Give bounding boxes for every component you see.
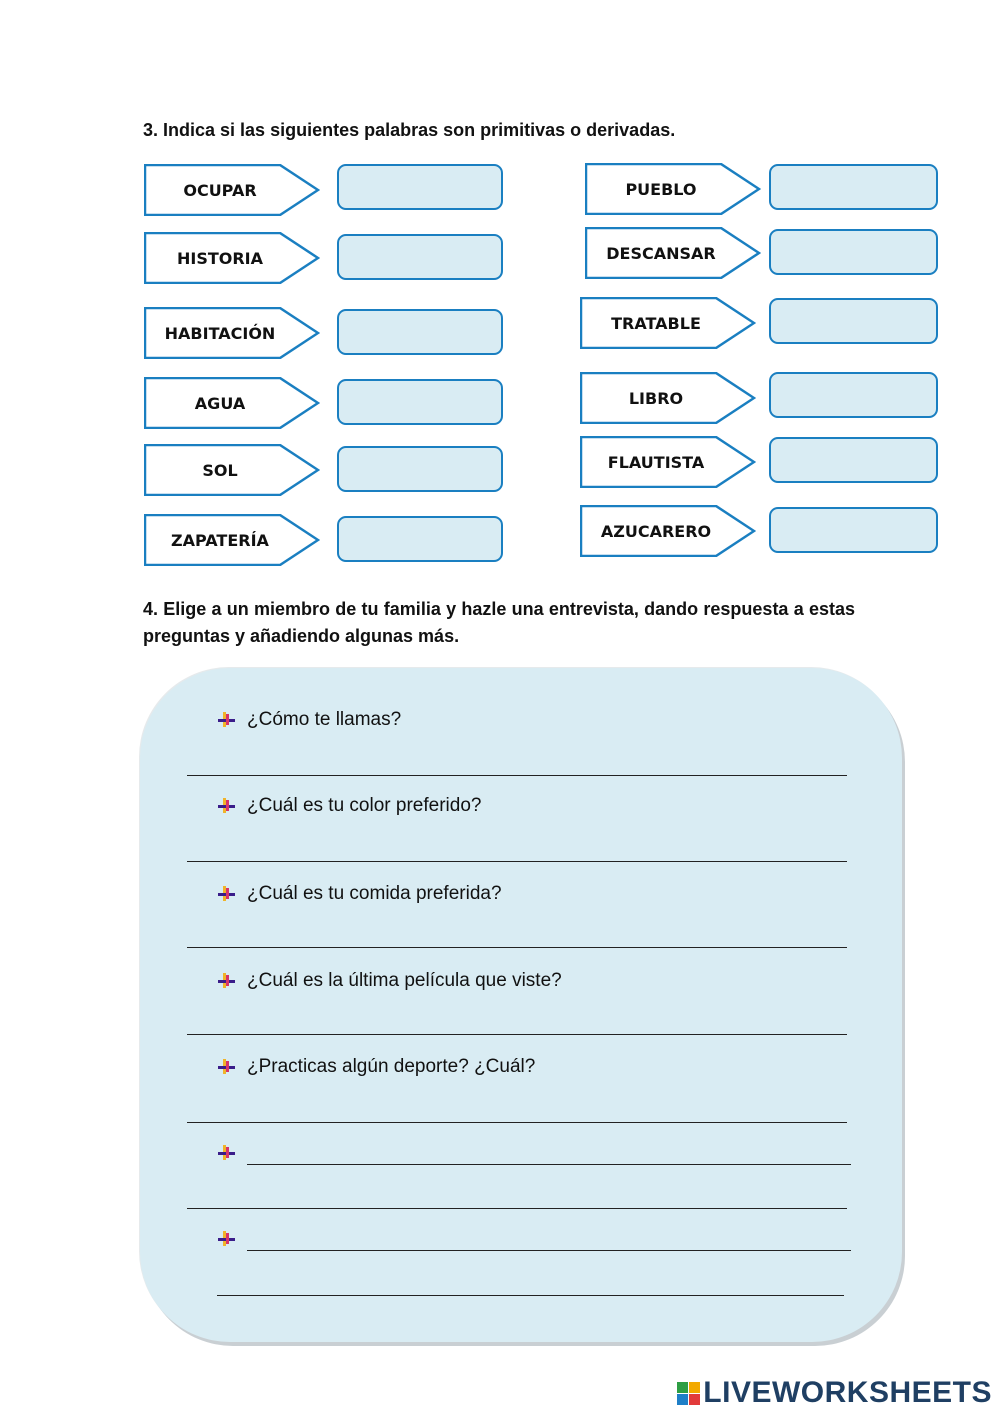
answer-box-libro[interactable] bbox=[769, 372, 938, 418]
answer-box-zapateria[interactable] bbox=[337, 516, 503, 562]
word-label: TRATABLE bbox=[611, 313, 701, 333]
interview-panel bbox=[140, 668, 902, 1342]
question-text: ¿Practicas algún deporte? ¿Cuál? bbox=[247, 1056, 536, 1077]
extra-question-1 bbox=[217, 1144, 247, 1162]
word-label: AGUA bbox=[194, 393, 246, 413]
answer-line-6[interactable] bbox=[187, 1208, 847, 1209]
answer-box-habitacion[interactable] bbox=[337, 309, 503, 355]
extra-question-line-1[interactable] bbox=[247, 1164, 851, 1165]
word-label: PUEBLO bbox=[625, 179, 697, 199]
extra-question-line-2[interactable] bbox=[247, 1250, 851, 1251]
extra-question-2 bbox=[217, 1230, 247, 1248]
word-arrow-zapateria bbox=[144, 514, 320, 566]
word-label: AZUCARERO bbox=[600, 521, 712, 541]
answer-line-1[interactable] bbox=[187, 775, 847, 776]
answer-box-tratable[interactable] bbox=[769, 298, 938, 344]
word-arrow-descansar bbox=[585, 227, 761, 279]
answer-line-4[interactable] bbox=[187, 1034, 847, 1035]
question-text: ¿Cómo te llamas? bbox=[247, 709, 402, 730]
answer-box-descansar[interactable] bbox=[769, 229, 938, 275]
answer-box-pueblo[interactable] bbox=[769, 164, 938, 210]
word-arrow-flautista bbox=[580, 436, 756, 488]
answer-box-historia[interactable] bbox=[337, 234, 503, 280]
answer-line-5[interactable] bbox=[187, 1122, 847, 1123]
answer-line-3[interactable] bbox=[187, 947, 847, 948]
answer-box-flautista[interactable] bbox=[769, 437, 938, 483]
bullet-icon bbox=[217, 797, 237, 815]
answer-box-sol[interactable] bbox=[337, 446, 503, 492]
word-arrow-agua bbox=[144, 377, 320, 429]
question-text: ¿Cuál es tu color preferido? bbox=[247, 795, 482, 816]
word-label: HABITACIÓN bbox=[164, 323, 276, 343]
question-4 bbox=[217, 970, 562, 992]
question-text: ¿Cuál es la última película que viste? bbox=[247, 970, 562, 991]
question-text: ¿Cuál es tu comida preferida? bbox=[247, 883, 502, 904]
word-label: DESCANSAR bbox=[606, 243, 716, 263]
word-label: ZAPATERÍA bbox=[171, 530, 269, 550]
answer-box-azucarero[interactable] bbox=[769, 507, 938, 553]
exercise-4-title: 4. Elige a un miembro de tu familia y hazle una entrevista, dando respuesta a estas preguntas y añadiendo algunas más. bbox=[143, 599, 855, 646]
word-arrow-libro bbox=[580, 372, 756, 424]
word-label: OCUPAR bbox=[183, 180, 257, 200]
word-arrow-pueblo bbox=[585, 163, 761, 215]
question-5 bbox=[217, 1056, 535, 1078]
exercise-3-title: 3. Indica si las siguientes palabras son primitivas o derivadas. bbox=[143, 120, 676, 140]
word-arrow-ocupar bbox=[144, 164, 320, 216]
bullet-icon bbox=[217, 1230, 237, 1248]
word-arrow-historia bbox=[144, 232, 320, 284]
word-arrow-tratable bbox=[580, 297, 756, 349]
answer-box-ocupar[interactable] bbox=[337, 164, 503, 210]
word-label: FLAUTISTA bbox=[607, 452, 705, 472]
answer-box-agua[interactable] bbox=[337, 379, 503, 425]
word-label: LIBRO bbox=[628, 388, 684, 408]
word-arrow-azucarero bbox=[580, 505, 756, 557]
bullet-icon bbox=[217, 1144, 237, 1162]
bullet-icon bbox=[217, 711, 237, 729]
liveworksheets-logo-icon bbox=[677, 1382, 700, 1405]
word-label: HISTORIA bbox=[176, 248, 264, 268]
question-1 bbox=[217, 709, 401, 731]
word-arrow-habitacion bbox=[144, 307, 320, 359]
liveworksheets-watermark bbox=[677, 1376, 992, 1410]
answer-line-2[interactable] bbox=[187, 861, 847, 862]
word-label: SOL bbox=[202, 460, 238, 480]
answer-line-7[interactable] bbox=[217, 1295, 844, 1296]
word-arrow-sol bbox=[144, 444, 320, 496]
bullet-icon bbox=[217, 1058, 237, 1076]
question-3 bbox=[217, 883, 502, 905]
question-2 bbox=[217, 795, 481, 817]
bullet-icon bbox=[217, 972, 237, 990]
bullet-icon bbox=[217, 885, 237, 903]
liveworksheets-brand: LIVEWORKSHEETS bbox=[703, 1376, 992, 1409]
